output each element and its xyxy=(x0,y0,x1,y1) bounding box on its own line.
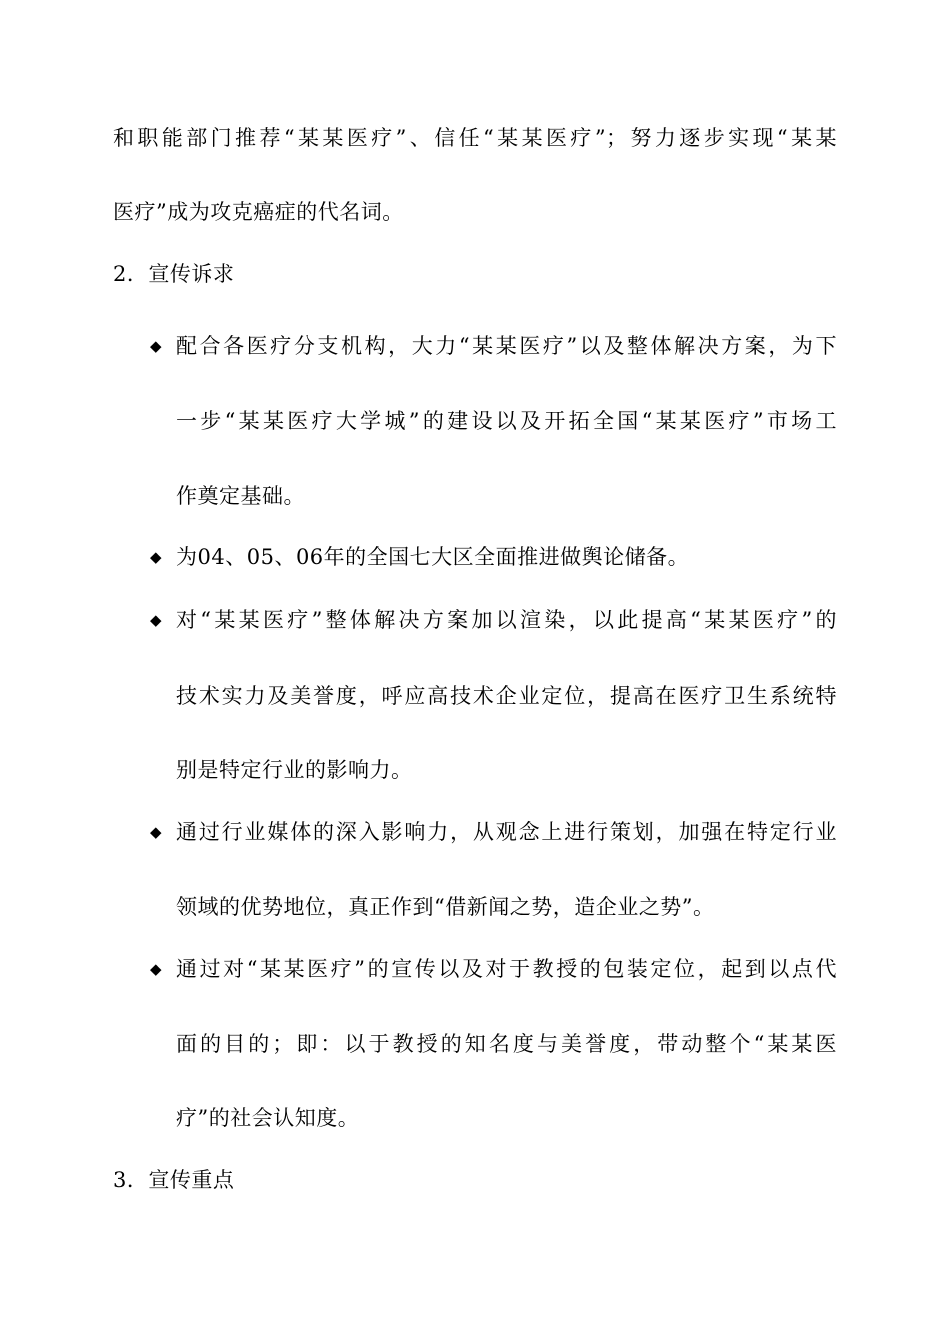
intro-line-1: 和职能部门推荐“某某医疗”、信任“某某医疗”；努力逐步实现“某某 xyxy=(113,126,837,150)
bullet-diamond-icon: ◆ xyxy=(150,337,162,355)
bullet-4-line-1: 通过行业媒体的深入影响力，从观念上进行策划，加强在特定行业 xyxy=(176,820,837,844)
bullet-5-line-1: 通过对“某某医疗”的宣传以及对于教授的包装定位，起到以点代 xyxy=(176,957,837,981)
intro-line-2: 医疗”成为攻克癌症的代名词。 xyxy=(113,200,404,224)
bullet-4-line-2: 领域的优势地位，真正作到“借新闻之势，造企业之势”。 xyxy=(176,895,715,919)
bullet-diamond-icon: ◆ xyxy=(150,960,162,978)
section-2-heading: 2．宣传诉求 xyxy=(113,262,235,286)
section-3-heading: 3．宣传重点 xyxy=(113,1168,235,1192)
bullet-diamond-icon: ◆ xyxy=(150,548,162,566)
bullet-3-line-1: 对“某某医疗”整体解决方案加以渲染，以此提高“某某医疗”的 xyxy=(176,608,837,632)
bullet-1-line-2: 一步“某某医疗大学城”的建设以及开拓全国“某某医疗”市场工 xyxy=(176,409,837,433)
bullet-diamond-icon: ◆ xyxy=(150,823,162,841)
bullet-diamond-icon: ◆ xyxy=(150,611,162,629)
bullet-5-line-2: 面的目的；即：以于教授的知名度与美誉度，带动整个“某某医 xyxy=(176,1032,837,1056)
bullet-5-line-3: 疗”的社会认知度。 xyxy=(176,1106,360,1130)
bullet-1-line-1: 配合各医疗分支机构，大力“某某医疗”以及整体解决方案，为下 xyxy=(176,334,837,358)
bullet-3-line-3: 别是特定行业的影响力。 xyxy=(176,758,413,782)
bullet-3-line-2: 技术实力及美誉度，呼应高技术企业定位，提高在医疗卫生系统特 xyxy=(176,684,837,708)
bullet-1-line-3: 作奠定基础。 xyxy=(176,484,305,508)
bullet-2-line-1: 为04、05、06年的全国七大区全面推进做舆论储备。 xyxy=(176,545,690,569)
